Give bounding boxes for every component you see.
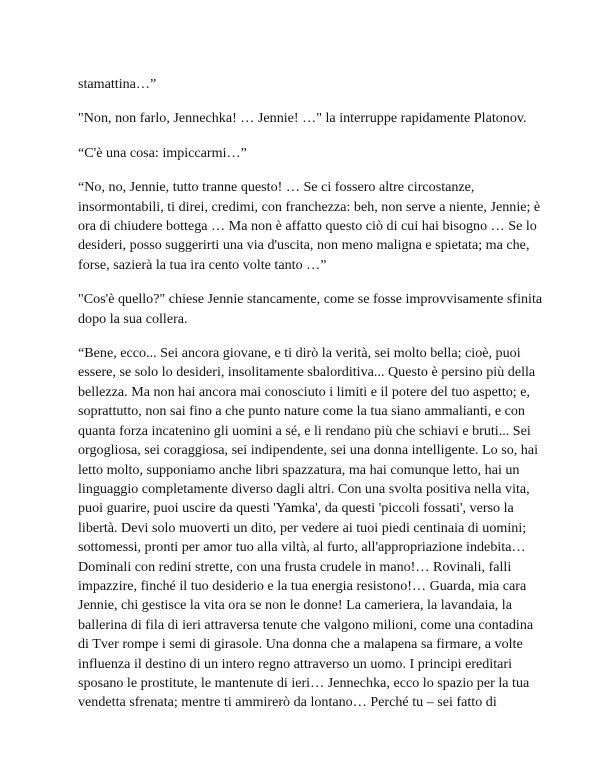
document-body	[78, 75, 546, 728]
paragraph: “No, no, Jennie, tutto tranne questo! … Se ci fossero altre circostanze, insormontabili, ti direi, credimi, con franchezza: beh, non serve a niente, Jennie; è ora di chiudere bottega … Ma non è affatto questo ciò di cui hai bisogno … Se lo desideri, posso suggerirti una via d'uscita, non meno maligna e spietata; ma che, forse, sazierà la tua ira cento volte tanto …”	[78, 179, 541, 273]
paragraph: “Bene, ecco... Sei ancora giovane, e ti dirò la verità, sei molto bella; cioè, puoi essere, se solo lo desideri, insolitamente sbalorditiva... Questo è persino più della bellezza. Ma non hai ancora mai conosciuto i limiti e il potere del tuo aspetto; e, soprattutto, non sai fino a che punto nature come la tua siano ammalianti, e con quanta forza incatenino gli uomini a sé, e li rendano più che schiavi e bruti... Sei orgogliosa, sei coraggiosa, sei indipendente, sei una donna intelligente. Lo so, hai letto molto, supponiamo anche libri spazzatura, ma hai comunque letto, hai un linguaggio completamente diverso dagli altri. Con una svolta positiva nella vita, puoi guarire, puoi uscire da questi 'Yamka', da questi 'piccoli fossati', verso la libertà. Devi solo muoverti un dito, per vedere ai tuoi piedi centinaia di uomini; sottomessi, pronti per amor tuo alla viltà, al furto, all'appropriazione indebita… Dominali con redini strette, con una frusta crudele in mano!… Rovinali, falli impazzire, finché il tuo desiderio e la tua energia resistono!… Guarda, mia cara Jennie, chi gestisce la vita ora se non le donne! La cameriera, la lavandaia, la ballerina di fila di ieri attraversa tenute che valgono milioni, come una contadina di Tver rompe i semi di girasole. Una donna che a malapena sa firmare, a volte influenza il destino di un intero regno attraverso un uomo. I principi ereditari sposano le prostitute, le mantenute di ieri… Jennechka, ecco lo spazio per la tua vendetta sfrenata; mentre ti ammirerò da lontano… Perché tu – sei fatto di	[78, 345, 539, 711]
paragraph: "Cos'è quello?" chiese Jennie stancamente, come se fosse improvvisamente sfinita dopo la sua collera.	[78, 291, 543, 327]
paragraph: “C'è una cosa: impiccarmi…”	[78, 144, 247, 161]
paragraph: "Non, non farlo, Jennechka! … Jennie! …" la interruppe rapidamente Platonov.	[78, 110, 527, 127]
paragraph: stamattina…”	[78, 76, 157, 92]
